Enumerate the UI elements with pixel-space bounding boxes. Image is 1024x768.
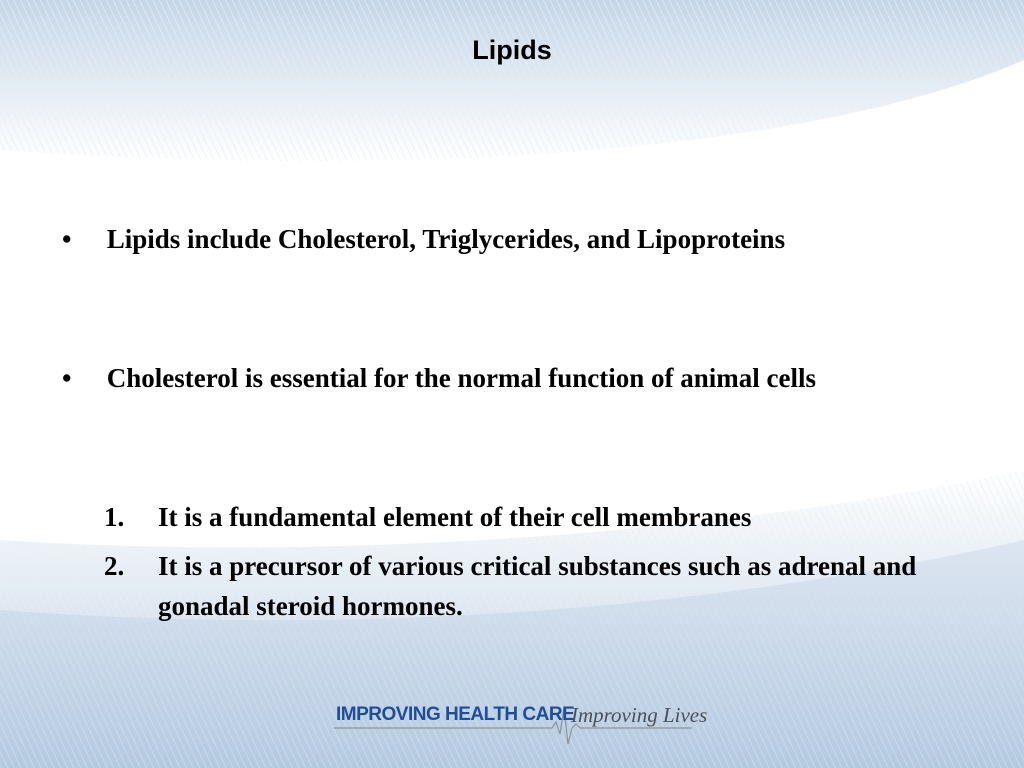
slide-title: Lipids	[472, 35, 552, 65]
bullet-text: Lipids include Cholesterol, Triglycerides, and Lipoproteins	[100, 224, 786, 254]
numbered-item	[104, 546, 944, 626]
logo-main-text: IMPROVING HEALTH CARE	[336, 704, 575, 725]
bullet-marker: •	[62, 363, 72, 393]
numbered-item	[104, 497, 944, 537]
number-marker: 1.	[104, 502, 125, 532]
improving-health-care-logo	[330, 694, 708, 750]
bullet-text: Cholesterol is essential for the normal function of animal cells	[100, 363, 816, 393]
numbered-text: It is a fundamental element of their cell membranes	[158, 502, 752, 532]
numbered-text: It is a precursor of various critical substances such as adrenal and gonadal steroid hormones.	[158, 551, 917, 621]
logo-tagline: Improving Lives	[571, 703, 708, 727]
bullet-marker: •	[62, 224, 72, 254]
bullet-item	[62, 219, 942, 259]
number-marker: 2.	[104, 551, 125, 581]
bullet-item	[62, 358, 942, 398]
